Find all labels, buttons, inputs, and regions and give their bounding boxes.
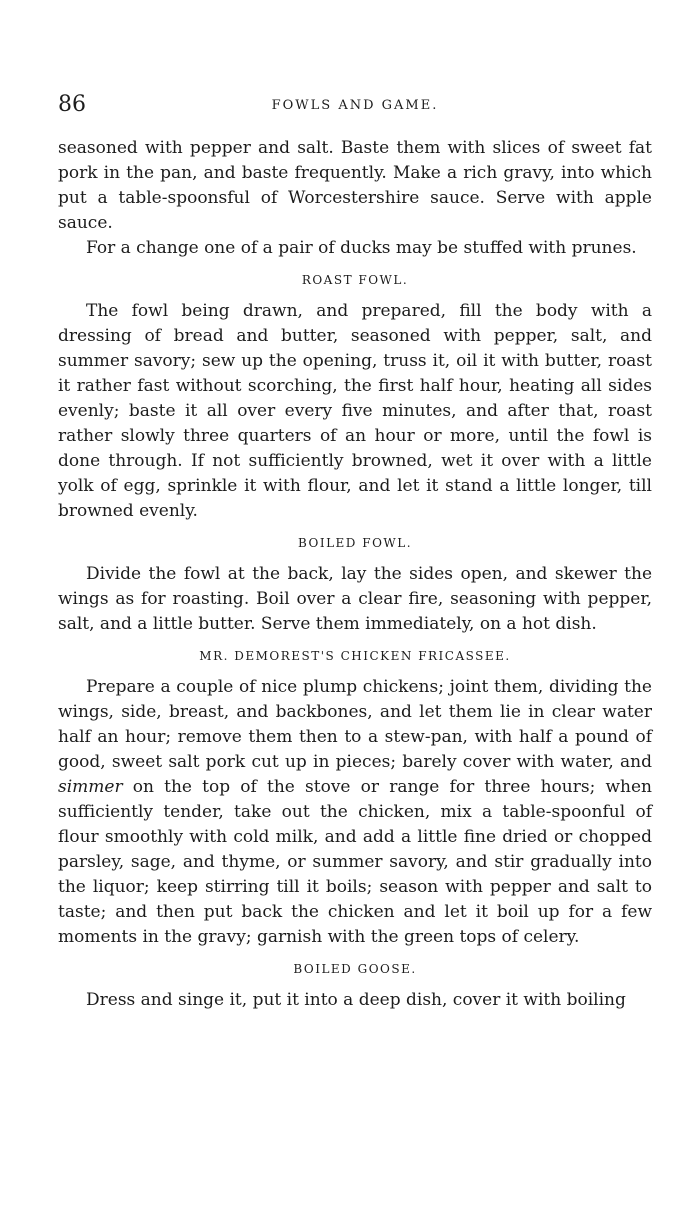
book-page xyxy=(58,92,652,1013)
running-title: FOWLS AND GAME. xyxy=(271,98,439,113)
fricassee-text-part-2: on the top of the stove or range for three hours; when sufficiently tender, take out the chicken, mix a table-spoonful of flour smoothly with cold milk, and add a little fine dried or chopped parsley, sage, and thyme, or summer savory, and stir gradually into the liquor; keep stirring till it boils; season with pepper and salt to taste; and then put back the chicken and let it boil up for a few moments in the gravy; garnish with the green tops of celery. xyxy=(58,777,652,947)
roast-fowl-text: The fowl being drawn, and prepared, fill the body with a dressing of bread and butter, seasoned with pepper, salt, and summer savory; sew up the opening, truss it, oil it with butter, roast it rather fast without scorching, the first half hour, heating all sides evenly; baste it all over every five minutes, and after that, roast rather slowly three quarters of an hour or more, until the fowl is done through. If not sufficiently browned, wet it over with a little yolk of egg, sprinkle it with flour, and let it stand a little longer, till browned evenly. xyxy=(58,301,652,521)
ducks-note: For a change one of a pair of ducks may be stuffed with prunes. xyxy=(86,238,637,258)
fricassee-text-part-1: Prepare a couple of nice plump chickens; joint them, dividing the wings, side, breast, and backbones, and let them lie in clear water half an hour; remove them then to a stew-pan, with half a pound of good, sweet salt pork cut up in pieces; barely cover with water, and xyxy=(58,677,652,772)
page-header xyxy=(58,92,652,122)
fricassee-heading: MR. DEMOREST'S CHICKEN FRICASSEE. xyxy=(199,649,511,663)
boiled-fowl-text: Divide the fowl at the back, lay the sides open, and skewer the wings as for roasting. Boil over a clear fire, seasoning with pepper, salt, and a little butter. Serve them immediately, on a hot dish. xyxy=(58,564,652,634)
page-number: 86 xyxy=(58,92,86,117)
boiled-goose-heading: BOILED GOOSE. xyxy=(293,962,417,976)
simmer-emphasis: simmer xyxy=(58,777,123,797)
roast-fowl-heading: ROAST FOWL. xyxy=(301,273,409,287)
boiled-goose-text: Dress and singe it, put it into a deep dish, cover it with boiling xyxy=(86,990,626,1010)
boiled-fowl-heading: BOILED FOWL. xyxy=(297,536,413,550)
continuation-paragraph: seasoned with pepper and salt. Baste them with slices of sweet fat pork in the pan, and baste frequently. Make a rich gravy, into which put a table-spoonsful of Worcestershire sauce. Serve with apple sauce. xyxy=(58,138,652,233)
fricassee-text xyxy=(58,675,652,950)
